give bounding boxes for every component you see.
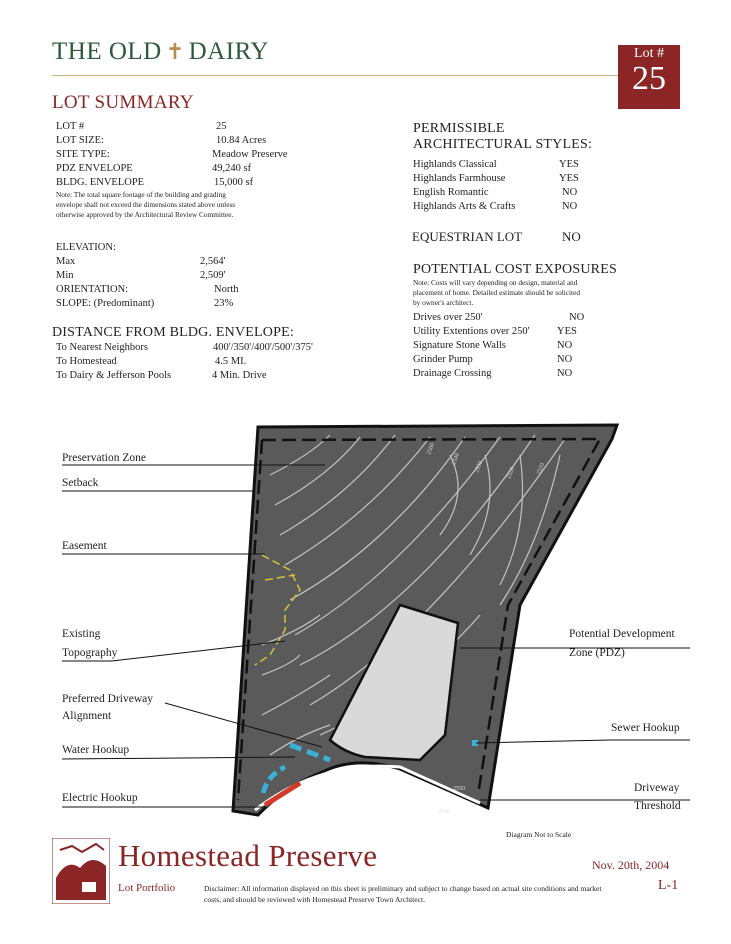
lot-badge-label: Lot # (634, 46, 664, 61)
brand-logo (52, 38, 269, 66)
distance-row: To Dairy & Jefferson Pools 4 Min. Drive (56, 370, 267, 381)
style-row: Highlands Arts & Crafts NO (413, 201, 578, 212)
costs-note: Note: Costs will vary depending on design, material and placement of home. Detailed estimate should be solicited by owner's architect. (413, 278, 580, 307)
cost-row: Drainage Crossing NO (413, 368, 573, 379)
costs-title: POTENTIAL COST EXPOSURES (413, 262, 617, 277)
styles-section (413, 121, 592, 214)
sheet-date: Nov. 20th, 2004 (592, 858, 670, 872)
style-row: Highlands Farmhouse YES (413, 173, 579, 184)
sheet-number: L-1 (658, 878, 679, 893)
cost-row: Drives over 250' NO (413, 312, 585, 323)
contour-label: 2550 (453, 786, 465, 792)
label-easement: Easement (62, 540, 107, 552)
distance-row: To Homestead 4.5 MI. (56, 356, 247, 367)
styles-title-2: ARCHITECTURAL STYLES: (413, 137, 593, 152)
brand-name-left: THE OLD (52, 38, 162, 65)
scale-note: Diagram Not to Scale (506, 830, 572, 839)
label-driveway-2: Driveway (634, 782, 680, 794)
label-driveway: Preferred Driveway (62, 693, 153, 705)
contour-label: 2560 (426, 442, 436, 456)
style-row: Highlands Classical YES (413, 159, 579, 170)
contour-label: 2530 (474, 460, 484, 474)
header-divider (52, 75, 672, 76)
lot-badge (618, 45, 680, 109)
lot-info-row: PDZ ENVELOPE 49,240 sf (56, 163, 252, 174)
elevation-section (56, 241, 239, 311)
lot-badge-number: 25 (632, 60, 666, 97)
brand-name-right: DAIRY (188, 38, 269, 65)
label-topography: Topography (62, 647, 118, 659)
lot-info-row: LOT SIZE: 10.84 Acres (56, 135, 267, 146)
label-preservation-zone: Preservation Zone (62, 452, 146, 464)
styles-title-1: PERMISSIBLE (413, 121, 505, 136)
label-threshold: Threshold (634, 800, 681, 812)
label-existing: Existing (62, 628, 101, 640)
elevation-row: Max 2,564' (56, 256, 226, 267)
footer-subtitle: Lot Portfolio (118, 882, 176, 894)
cost-row: Signature Stone Walls NO (413, 340, 573, 351)
elevation-row: ORIENTATION: North (56, 284, 239, 295)
page-title: LOT SUMMARY (52, 92, 194, 113)
style-row: English Romantic NO (413, 187, 578, 198)
distance-row: To Nearest Neighbors 400'/350'/400'/500'/375' (56, 342, 313, 353)
label-alignment: Alignment (62, 710, 112, 722)
cost-row: Grinder Pump NO (413, 354, 573, 365)
elevation-title: ELEVATION: (56, 242, 116, 253)
label-electric-hookup: Electric Hookup (62, 792, 138, 804)
lot-note: Note: The total square footage of the building and grading envelope shall not exceed the dimensions stated above unless otherwise approved by the Architectural Review Committee. (56, 190, 236, 219)
disclaimer: Disclaimer: All information displayed on this sheet is preliminary and subject to change based on actual site conditions and market costs, and should be reviewed with Homestead Preserve Town Architect. (204, 884, 602, 904)
elevation-row: SLOPE: (Predominant) 23% (56, 298, 234, 309)
equestrian-row: EQUESTRIAN LOT NO (412, 229, 581, 244)
contour-label: 2520 (506, 466, 516, 480)
lot-info-row: BLDG. ENVELOPE 15,000 sf (56, 177, 254, 188)
footer-title: Homestead Preserve (118, 838, 378, 873)
contour-label: 2500 (438, 809, 450, 815)
lot-info (56, 120, 288, 220)
label-water-hookup: Water Hookup (62, 744, 130, 756)
label-pdz-2: Zone (PDZ) (569, 647, 625, 659)
distance-section (56, 341, 313, 383)
costs-section (413, 262, 617, 381)
cost-row: Utility Extentions over 250' YES (413, 326, 577, 337)
distance-title: DISTANCE FROM BLDG. ENVELOPE: (52, 325, 294, 340)
homestead-logo (52, 838, 110, 904)
label-sewer-hookup: Sewer Hookup (611, 722, 680, 734)
site-plan (0, 415, 731, 825)
contour-label: 2540 (451, 452, 461, 466)
label-pdz: Potential Development (569, 628, 675, 640)
elevation-row: Min 2,509' (56, 270, 226, 281)
label-setback: Setback (62, 477, 99, 489)
lot-info-row: LOT # 25 (56, 121, 227, 132)
cross-icon: ✝ (165, 39, 185, 64)
lot-info-row: SITE TYPE: Meadow Preserve (56, 149, 288, 160)
contour-label: 2510 (536, 462, 546, 476)
